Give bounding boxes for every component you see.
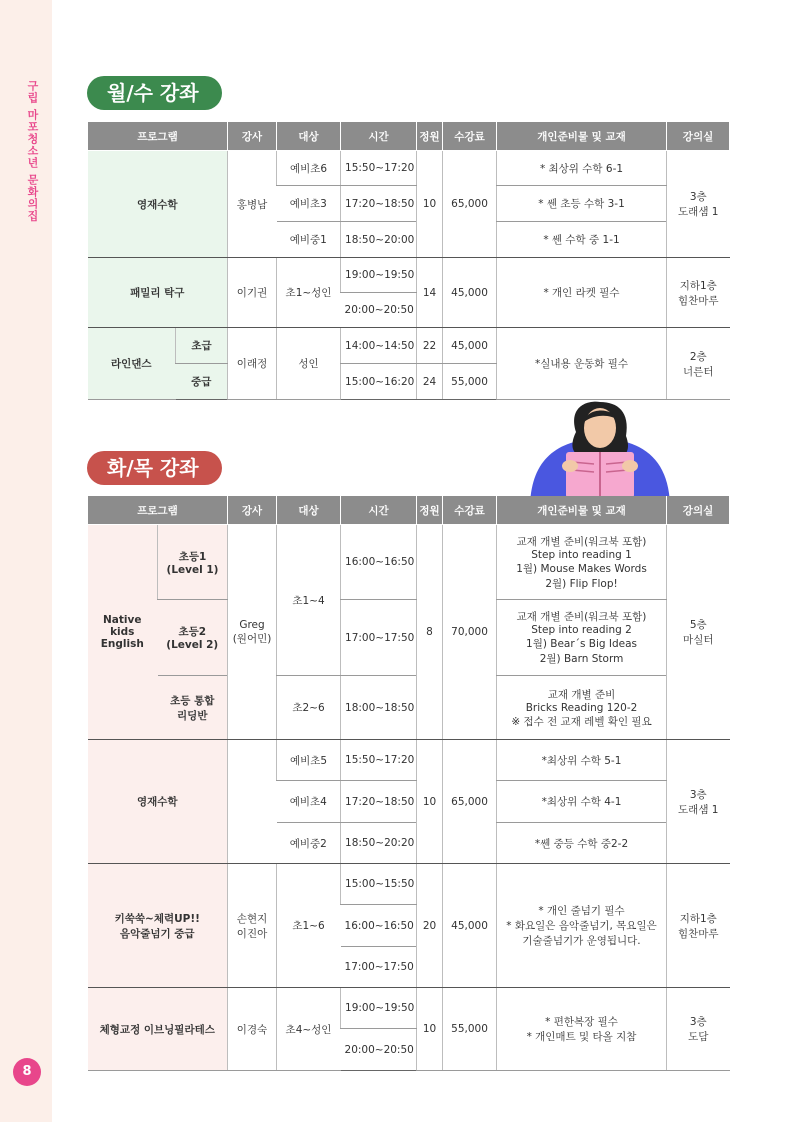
capacity-cell: 20 xyxy=(417,864,443,988)
page-number: 8 xyxy=(13,1058,41,1086)
time-cell: 15:00~15:50 xyxy=(341,864,417,905)
materials-cell: * 개인 줄넘기 필수 * 화요일은 음악줄넘기, 목요일은 기술줄넘기가 운영됩니다. xyxy=(497,864,667,988)
fee-cell: 70,000 xyxy=(443,525,497,740)
fee-cell: 45,000 xyxy=(443,864,497,988)
header-materials: 개인준비물 및 교재 xyxy=(497,122,667,151)
table-row xyxy=(88,600,730,676)
level-cell: 중급 xyxy=(176,364,228,400)
header-time: 시간 xyxy=(341,122,417,151)
room-cell: 3층 도래샘 1 xyxy=(667,740,730,864)
header-program: 프로그램 xyxy=(88,496,228,525)
table-row xyxy=(88,864,730,905)
header-materials: 개인준비물 및 교재 xyxy=(497,496,667,525)
room-cell: 3층 도담 xyxy=(667,988,730,1071)
header-time: 시간 xyxy=(341,496,417,525)
target-cell: 예비중2 xyxy=(277,823,341,864)
level-cell: 초등 통합 리딩반 xyxy=(158,676,228,740)
target-cell: 초4~성인 xyxy=(277,988,341,1071)
header-room: 강의실 xyxy=(667,496,730,525)
teacher-name: 이경숙 xyxy=(228,988,277,1071)
time-cell: 18:00~18:50 xyxy=(341,676,417,740)
header-program: 프로그램 xyxy=(88,122,228,151)
level-cell: 초등2 (Level 2) xyxy=(158,600,228,676)
program-name: 키쑥쑥~체력UP!! 음악줄넘기 중급 xyxy=(88,864,228,988)
table-row xyxy=(88,328,730,364)
target-cell: 초1~6 xyxy=(277,864,341,988)
capacity-cell: 14 xyxy=(417,258,443,328)
fee-cell: 45,000 xyxy=(443,258,497,328)
section-title-mon-wed: 월/수 강좌 xyxy=(87,76,222,110)
table-header-row xyxy=(88,496,730,525)
time-cell: 18:50~20:20 xyxy=(341,823,417,864)
table-row xyxy=(88,258,730,293)
capacity-cell: 24 xyxy=(417,364,443,400)
level-cell: 초급 xyxy=(176,328,228,364)
materials-cell: * 쎈 초등 수학 3-1 xyxy=(497,186,667,222)
fee-cell: 55,000 xyxy=(443,364,497,400)
time-cell: 17:20~18:50 xyxy=(341,781,417,823)
room-cell: 지하1층 힘찬마루 xyxy=(667,258,730,328)
time-cell: 15:00~16:20 xyxy=(341,364,417,400)
materials-cell: 교재 개별 준비 Bricks Reading 120-2 ※ 접수 전 교재 레벨 확인 필요 xyxy=(497,676,667,740)
level-cell: 초등1 (Level 1) xyxy=(158,525,228,600)
table-row xyxy=(88,676,730,740)
fee-cell: 65,000 xyxy=(443,151,497,258)
teacher-name: 이래정 xyxy=(228,328,277,400)
table-row xyxy=(88,988,730,1029)
time-cell: 14:00~14:50 xyxy=(341,328,417,364)
target-cell: 초1~4 xyxy=(277,525,341,676)
schedule-table-tue-thu xyxy=(87,496,730,1071)
section-title-tue-thu: 화/목 강좌 xyxy=(87,451,222,485)
room-cell: 지하1층 힘찬마루 xyxy=(667,864,730,988)
header-capacity: 정원 xyxy=(417,496,443,525)
capacity-cell: 10 xyxy=(417,988,443,1071)
header-target: 대상 xyxy=(277,122,341,151)
teacher-name: 이기권 xyxy=(228,258,277,328)
reading-girl-illustration xyxy=(528,400,672,504)
time-cell: 20:00~20:50 xyxy=(341,293,417,328)
time-cell: 17:00~17:50 xyxy=(341,947,417,988)
time-cell: 17:20~18:50 xyxy=(341,186,417,222)
materials-cell: * 쎈 수학 중 1-1 xyxy=(497,222,667,258)
header-teacher: 강사 xyxy=(228,496,277,525)
room-cell: 3층 도래샘 1 xyxy=(667,151,730,258)
teacher-name: 손현지 이진아 xyxy=(228,864,277,988)
teacher-name: 홍병남 xyxy=(228,151,277,258)
capacity-cell: 10 xyxy=(417,740,443,864)
teacher-name: Greg (원어민) xyxy=(228,525,277,740)
room-cell: 5층 마실터 xyxy=(667,525,730,740)
time-cell: 17:00~17:50 xyxy=(341,600,417,676)
header-teacher: 강사 xyxy=(228,122,277,151)
target-cell: 예비초6 xyxy=(277,151,341,186)
time-cell: 19:00~19:50 xyxy=(341,258,417,293)
program-name: 라인댄스 xyxy=(88,328,176,400)
teacher-name xyxy=(228,740,277,864)
target-cell: 예비초3 xyxy=(277,186,341,222)
target-cell: 예비초5 xyxy=(277,740,341,781)
time-cell: 19:00~19:50 xyxy=(341,988,417,1029)
program-name: 영재수학 xyxy=(88,151,228,258)
room-cell: 2층 너른터 xyxy=(667,328,730,400)
capacity-cell: 22 xyxy=(417,328,443,364)
time-cell: 20:00~20:50 xyxy=(341,1029,417,1071)
fee-cell: 65,000 xyxy=(443,740,497,864)
header-target: 대상 xyxy=(277,496,341,525)
fee-cell: 45,000 xyxy=(443,328,497,364)
sidebar-title: 구립 마포청소년 문화의집 xyxy=(26,80,39,222)
header-capacity: 정원 xyxy=(417,122,443,151)
time-cell: 15:50~17:20 xyxy=(341,740,417,781)
program-name: 영재수학 xyxy=(88,740,228,864)
target-cell: 초1~성인 xyxy=(277,258,341,328)
materials-cell: * 편한복장 필수 * 개인매트 및 타올 지참 xyxy=(497,988,667,1071)
materials-cell: * 개인 라켓 필수 xyxy=(497,258,667,328)
program-name: Native kids English xyxy=(88,525,158,740)
capacity-cell: 8 xyxy=(417,525,443,740)
sidebar xyxy=(0,0,52,1122)
schedule-table-mon-wed xyxy=(87,122,730,400)
table-row xyxy=(88,740,730,781)
header-room: 강의실 xyxy=(667,122,730,151)
materials-cell: *최상위 수학 4-1 xyxy=(497,781,667,823)
target-cell: 예비중1 xyxy=(277,222,341,258)
target-cell: 성인 xyxy=(277,328,341,400)
program-name: 패밀리 탁구 xyxy=(88,258,228,328)
program-name: 체형교정 이브닝필라테스 xyxy=(88,988,228,1071)
fee-cell: 55,000 xyxy=(443,988,497,1071)
materials-cell: 교재 개별 준비(워크북 포함) Step into reading 2 1월) Bear´s Big Ideas 2월) Barn Storm xyxy=(497,600,667,676)
materials-cell: *실내용 운동화 필수 xyxy=(497,328,667,400)
materials-cell: * 최상위 수학 6-1 xyxy=(497,151,667,186)
target-cell: 초2~6 xyxy=(277,676,341,740)
time-cell: 16:00~16:50 xyxy=(341,905,417,947)
capacity-cell: 10 xyxy=(417,151,443,258)
materials-cell: *최상위 수학 5-1 xyxy=(497,740,667,781)
table-header-row xyxy=(88,122,730,151)
materials-cell: 교재 개별 준비(워크북 포함) Step into reading 1 1월) Mouse Makes Words 2월) Flip Flop! xyxy=(497,525,667,600)
time-cell: 15:50~17:20 xyxy=(341,151,417,186)
table-row xyxy=(88,525,730,600)
time-cell: 18:50~20:00 xyxy=(341,222,417,258)
header-fee: 수강료 xyxy=(443,496,497,525)
time-cell: 16:00~16:50 xyxy=(341,525,417,600)
target-cell: 예비초4 xyxy=(277,781,341,823)
table-row xyxy=(88,151,730,186)
materials-cell: *쎈 중등 수학 중2-2 xyxy=(497,823,667,864)
header-fee: 수강료 xyxy=(443,122,497,151)
